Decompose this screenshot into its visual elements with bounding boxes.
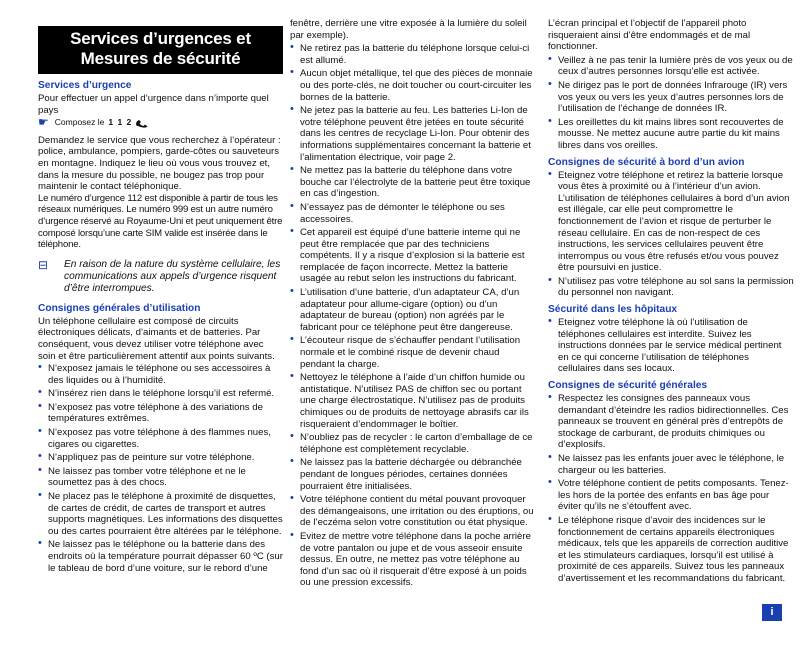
column-1: [38, 26, 283, 576]
list-item: • N’essayez pas de démonter le téléphone ou ses accessoires.: [290, 202, 536, 225]
emergency-heading: Services d’urgence: [38, 80, 132, 91]
manual-page: [38, 18, 794, 618]
list-item: • Aucun objet métallique, tel que des pièces de monnaie ou des porte-clés, ne doit toucher ou court-circuiter les bornes de la batterie.: [290, 68, 536, 103]
continued-text: L’écran principal et l’objectif de l’appareil photo risqueraient ainsi d’être endommagés et de mal fonctionner.: [548, 18, 751, 53]
general-use-list: [38, 363, 283, 574]
list-item: • Ne laissez pas la batterie déchargée ou débranchée pendant de longues périodes, certaines données pourraient être initialisées.: [290, 457, 536, 492]
list-item: • Les oreillettes du kit mains libres sont recouvertes de mousse. Ne mettez aucune autre partie du kit mains libres dans vos oreilles.: [548, 117, 794, 152]
list-item: • Veillez à ne pas tenir la lumière près de vos yeux ou de ceux d’autres personnes lorsqu’elle est activée.: [548, 55, 794, 78]
pointing-hand-icon: ☛: [38, 115, 49, 130]
emergency-intro: Pour effectuer un appel d’urgence dans n’importe quel pays: [38, 93, 269, 116]
list-item: • Ne placez pas le téléphone à proximité de disquettes, de cartes de crédit, de cartes de transport et autres supports magnétiques. Les informations des disquettes ou des cartes pourraient être altérées par le téléphone.: [38, 491, 283, 537]
compose-label: Composez le: [54, 117, 105, 128]
general-use-intro: Un téléphone cellulaire est composé de circuits électroniques délicats, d’aimants et de batteries. Par conséquent, vous devez utiliser votre téléphone avec soin et être particulièrement attentif aux points suivants.: [38, 315, 275, 362]
list-item: • Nettoyez le téléphone à l’aide d’un chiffon humide ou antistatique. N’utilisez PAS de chiffon sec ou portant une charge électrostatique. N’utilisez pas de produits chimiques ou de produits de nettoyage abrasifs car ils risqueraient d’endommager le boîtier.: [290, 372, 536, 430]
compose-instruction: [38, 117, 283, 129]
title-line-1: Services d’urgences et: [70, 29, 251, 48]
title-line-2: Mesures de sécurité: [80, 49, 241, 68]
list-item: • Eteignez votre téléphone là où l’utilisation de téléphones cellulaires est interdite. Suivez les instructions données par le service médical pertinent en ce qui concerne l’utilisation de téléphones cellulaires dans ses locaux.: [548, 317, 794, 375]
hospital-heading: Sécurité dans les hôpitaux: [548, 304, 678, 316]
list-item: • L’utilisation d’une batterie, d’un adaptateur CA, d’un adaptateur pour allume-cigare (option) ou d’un adaptateur de bureau (option) non agréés par le fabricant pour ce téléphone peut être dangereuse.: [290, 287, 536, 333]
page-title: [38, 26, 283, 74]
aircraft-list: [548, 170, 794, 300]
general-use-heading: Consignes générales d’utilisation: [38, 302, 201, 314]
column-2: [290, 18, 536, 591]
general-use-list-continued: [290, 43, 536, 589]
list-item: • N’appliquez pas de peinture sur votre téléphone.: [38, 452, 283, 464]
list-item: • Ne jetez pas la batterie au feu. Les batteries Li-Ion de votre téléphone peuvent être jetées en toute sécurité dans les centres de recyclage Li-Ion. Pour obtenir des informations supplémentaires concernant la batterie et l’alimentation électrique, voir page 2.: [290, 105, 536, 163]
phone-handset-icon: [135, 118, 149, 128]
info-section-badge: i: [762, 604, 782, 621]
list-item: • Ne retirez pas la batterie du téléphone lorsque celui-ci est allumé.: [290, 43, 536, 66]
continued-text: fenêtre, derrière une vitre exposée à la lumière du soleil par exemple).: [290, 18, 527, 41]
list-item: • Ne dirigez pas le port de données Infrarouge (IR) vers vos yeux ou vers les yeux d’autres personnes lors de l’utilisation de l’échange de données IR.: [548, 80, 794, 115]
list-item: • Evitez de mettre votre téléphone dans la poche arrière de votre pantalon ou jupe et de vous asseoir ensuite dessus. En outre, ne mettez pas votre téléphone au fond d’un sac où il risquerait d’être exposé à un poids ou une pression excessifs.: [290, 531, 536, 589]
emergency-paragraph-2: Le numéro d’urgence 112 est disponible à partir de tous les réseaux numériques. Le numéro 999 est un autre numéro d’urgence réservé au Royaume-Uni et peut uniquement être composé lorsqu’une carte SIM valide est insérée dans le téléphone.: [38, 192, 283, 251]
emergency-paragraph-1: Demandez le service que vous recherchez à l’opérateur : police, ambulance, pompiers, garde-côtes ou sauveteurs en montagne. Indiquez le lieu où vous vous trouvez et, dans la mesure du possible, ne bougez pas trop pour maintenir le contact téléphonique.: [38, 134, 281, 193]
list-item: • N’utilisez pas votre téléphone au sol sans la permission du personnel non navigant.: [548, 276, 794, 299]
list-item: • Ne laissez pas le téléphone ou la batterie dans des endroits où la température pourrait dépasser 60 ºC (sur le tableau de bord d’une voiture, sur le rebord d’une: [38, 539, 283, 574]
list-item: • Cet appareil est équipé d’une batterie interne qui ne peut être remplacée que par des techniciens compétents. Il y a risque d’explosion si la batterie est remplacée de façon incorrecte. Mettez la batterie usagée au rebut selon les instructions du fabricant.: [290, 227, 536, 285]
emergency-note-text: En raison de la nature du système cellulaire, les communications aux appels d’urgence risquent d’être interrompues.: [64, 258, 281, 294]
list-item: • Eteignez votre téléphone et retirez la batterie lorsque vous êtes à proximité ou à l’intérieur d’un avion. L’utilisation de téléphones cellulaires à bord d’un avion est illégale, car elle peut compromettre le fonctionnement de l’avion et risque de perturber le réseau cellulaire. En cas de non-respect de ces instructions, les services cellulaires peuvent être interrompus ou vous être refusés et/ou vous pouvez être poursuivi en justice.: [548, 170, 794, 274]
compose-number: 1 1 2: [108, 117, 133, 128]
list-item: • Respectez les consignes des panneaux vous demandant d’éteindre les radios bidirectionnelles. Ces panneaux se trouvent en général près d’entrepôts de stockage de carburant, de produits chimiques ou d’explosifs.: [548, 393, 794, 451]
column-3: [548, 18, 794, 587]
list-item: • Ne laissez pas tomber votre téléphone et ne le soumettez pas à des chocs.: [38, 466, 283, 489]
aircraft-heading: Consignes de sécurité à bord d’un avion: [548, 156, 745, 168]
note-icon: ⊟: [38, 257, 49, 272]
list-item: • N’oubliez pas de recycler : le carton d’emballage de ce téléphone est complètement recyclable.: [290, 432, 536, 455]
list-item: • L’écouteur risque de s’échauffer pendant l’utilisation normale et le combiné risque de devenir chaud pendant la charge.: [290, 335, 536, 370]
list-item: • Ne mettez pas la batterie du téléphone dans votre bouche car l’électrolyte de la batterie peut être toxique en cas d’ingestion.: [290, 165, 536, 200]
list-item: • Votre téléphone contient de petits composants. Tenez-les hors de la portée des enfants en bas âge pour éviter qu’ils ne s’étouffent avec.: [548, 478, 794, 513]
list-item: • Le téléphone risque d’avoir des incidences sur le fonctionnement de certains appareils électroniques médicaux, tels que les appareils de correction auditive et les stimulateurs cardiaques, lorsqu’il est utilisé à proximité de ces appareils. Suivez tous les panneaux d’avertissement et les recommandations du fabricant.: [548, 515, 794, 585]
hospital-list: [548, 317, 794, 375]
list-item: • N’exposez jamais le téléphone ou ses accessoires à des liquides ou à l’humidité.: [38, 363, 283, 386]
list-item: • N’exposez pas votre téléphone à des variations de températures extrêmes.: [38, 402, 283, 425]
list-item: • Ne laissez pas les enfants jouer avec le téléphone, le chargeur ou les batteries.: [548, 453, 794, 476]
list-item: • N’insérez rien dans le téléphone lorsqu’il est refermé.: [38, 388, 283, 400]
general-use-list-continued-2: [548, 55, 794, 152]
list-item: • N’exposez pas votre téléphone à des flammes nues, cigares ou cigarettes.: [38, 427, 283, 450]
general-safety-heading: Consignes de sécurité générales: [548, 380, 708, 392]
general-safety-list: [548, 393, 794, 585]
list-item: • Votre téléphone contient du métal pouvant provoquer des démangeaisons, une irritation ou des éruptions, ou de l’eczéma selon votre constitution ou état physique.: [290, 494, 536, 529]
emergency-note: [38, 259, 283, 295]
